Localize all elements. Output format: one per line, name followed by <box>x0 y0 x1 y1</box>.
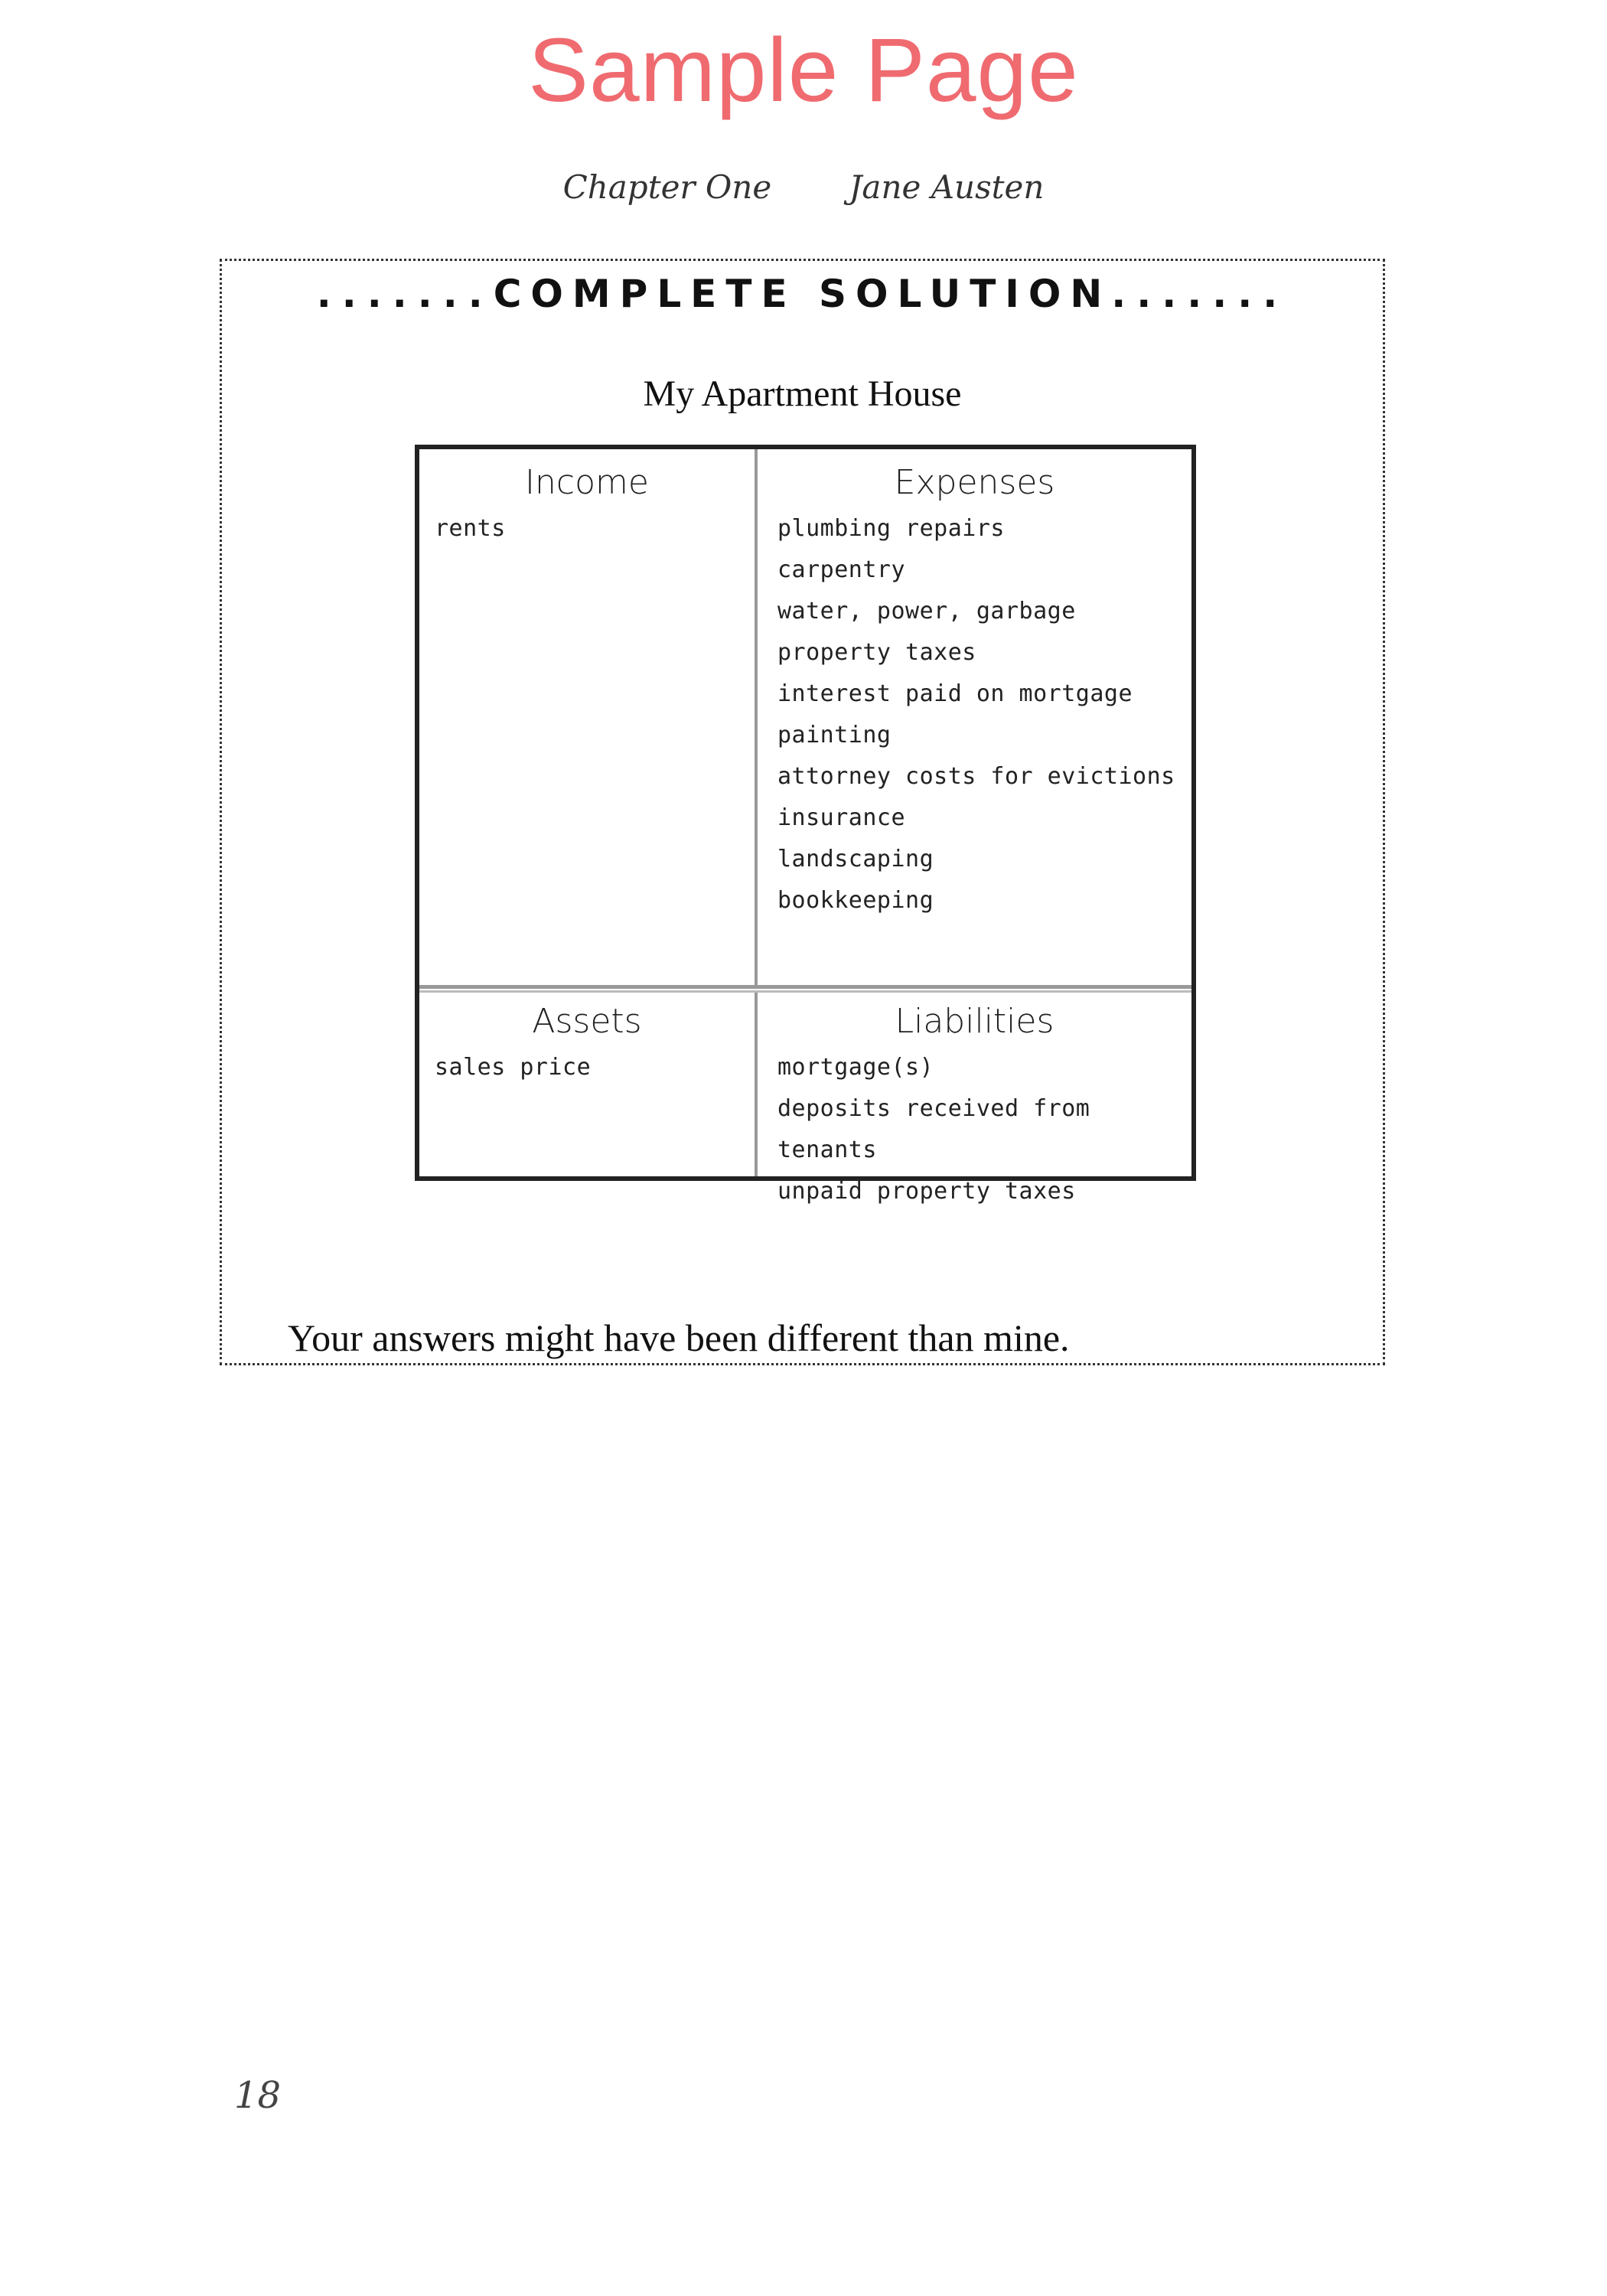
list-item: attorney costs for evictions <box>777 763 1175 790</box>
list-item: rents <box>435 515 506 542</box>
list-item: insurance <box>777 804 906 831</box>
diagram-title: My Apartment House <box>643 373 962 414</box>
title-right-dots: ....... <box>1111 272 1289 316</box>
assets-list <box>435 1047 755 1088</box>
horizontal-divider <box>419 985 1191 993</box>
expenses-cell <box>758 463 1191 921</box>
income-cell <box>419 463 755 550</box>
income-list <box>435 508 755 550</box>
income-heading: Income <box>525 463 649 502</box>
list-item: carpentry <box>777 556 906 583</box>
complete-solution-box <box>220 259 1385 1365</box>
list-item: unpaid property taxes <box>777 1178 1076 1205</box>
title-left-dots: ....... <box>316 272 494 316</box>
running-head <box>0 168 1607 206</box>
list-item: plumbing repairs <box>777 515 1005 542</box>
liabilities-list <box>777 1047 1191 1212</box>
expenses-list <box>777 508 1191 921</box>
box-title <box>222 272 1383 316</box>
author-label: Jane Austen <box>849 168 1045 206</box>
t-account-grid <box>415 445 1196 1205</box>
list-item: landscaping <box>777 846 934 872</box>
list-item: deposits received from tenants <box>777 1095 1090 1163</box>
closing-note: Your answers might have been different than mine. <box>288 1316 1070 1359</box>
liabilities-heading: Liabilities <box>895 1002 1054 1041</box>
list-item: bookkeeping <box>777 887 934 914</box>
list-item: property taxes <box>777 639 976 666</box>
list-item: painting <box>777 722 892 748</box>
list-item: water, power, garbage <box>777 598 1076 625</box>
sample-page-watermark: Sample Page <box>528 20 1079 121</box>
assets-heading: Assets <box>532 1002 642 1041</box>
liabilities-cell <box>758 1002 1191 1212</box>
list-item: interest paid on mortgage <box>777 680 1133 707</box>
page-number: 18 <box>234 2074 282 2117</box>
box-title-text: COMPLETE SOLUTION <box>493 272 1112 316</box>
list-item: sales price <box>435 1054 592 1081</box>
chapter-label: Chapter One <box>562 168 772 206</box>
assets-cell <box>419 1002 755 1088</box>
list-item: mortgage(s) <box>777 1054 934 1081</box>
expenses-heading: Expenses <box>894 463 1055 502</box>
